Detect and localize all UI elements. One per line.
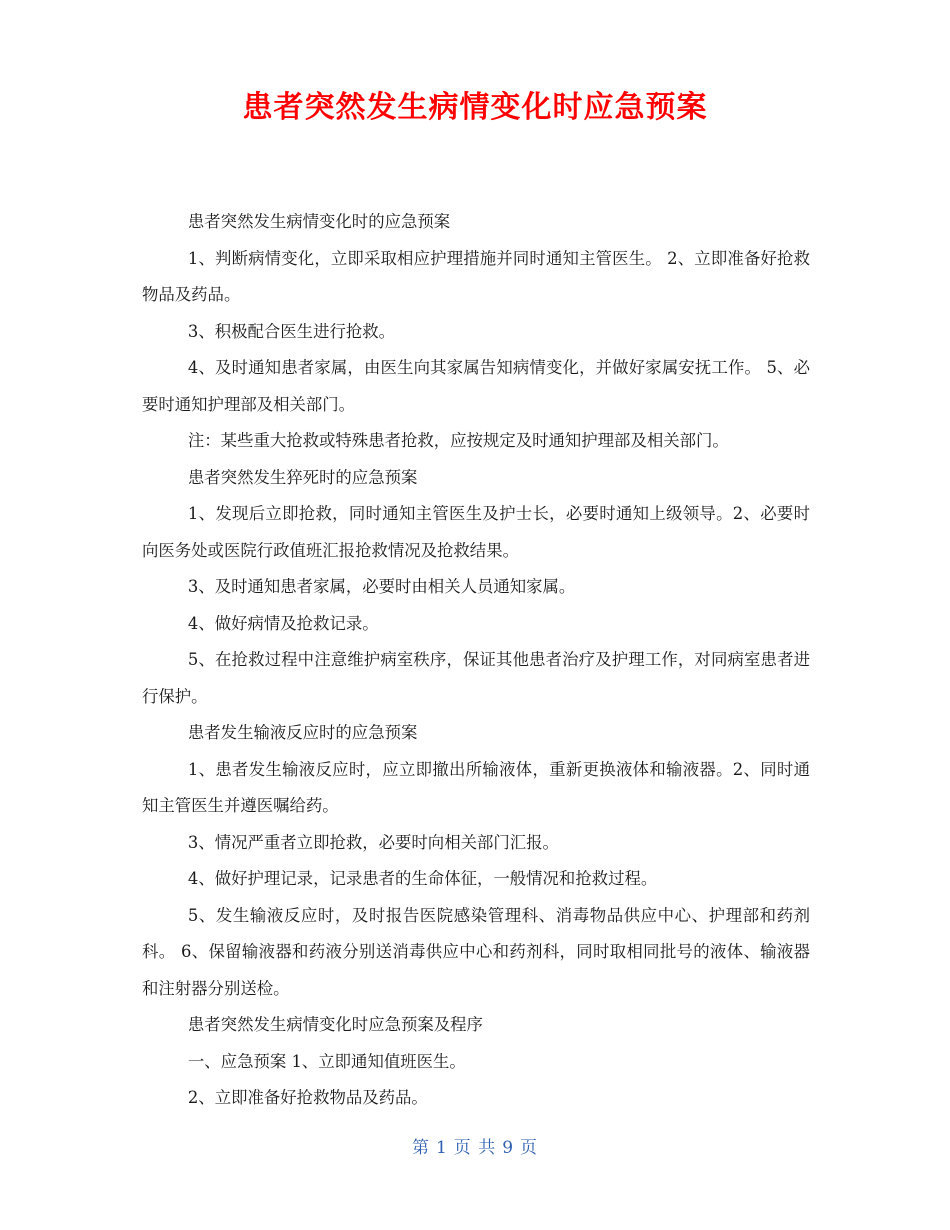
footer-current-page: 1: [435, 1138, 448, 1158]
footer-total-pages: 9: [502, 1138, 515, 1158]
paragraph: 3、情况严重者立即抢救，必要时向相关部门汇报。: [187, 832, 559, 852]
paragraph: 1、发现后立即抢救，同时通知主管医生及护士长，必要时通知上级领导。2、必要时向医务处或医院行政值班汇报抢救情况及抢救结果。: [142, 504, 810, 560]
paragraph: 3、积极配合医生进行抢救。: [187, 321, 396, 341]
paragraph: 患者突然发生猝死时的应急预案: [187, 467, 418, 487]
document-body: [142, 204, 810, 1117]
paragraph: 2、立即准备好抢救物品及药品。: [187, 1088, 428, 1107]
page-number-footer: [0, 1133, 950, 1158]
footer-label-of: 页 共: [453, 1138, 497, 1158]
footer-label-end: 页: [520, 1138, 539, 1158]
document-title: 患者突然发生病情变化时应急预案: [242, 90, 708, 125]
paragraph: 一、应急预案 1、立即通知值班医生。: [187, 1051, 466, 1071]
paragraph: 5、发生输液反应时，及时报告医院感染管理科、消毒物品供应中心、护理部和药剂科。 6、保留输液器和药液分别送消毒供应中心和药剂科，同时取相同批号的液体、输液器和注射器分别送检。: [142, 905, 810, 998]
paragraph: 1、患者发生输液反应时，应立即撤出所输液体，重新更换液体和输液器。2、同时通知主管医生并遵医嘱给药。: [142, 759, 810, 815]
paragraph: 5、在抢救过程中注意维护病室秩序，保证其他患者治疗及护理工作，对同病室患者进行保护。: [142, 650, 810, 706]
paragraph: 4、做好病情及抢救记录。: [187, 613, 379, 633]
paragraph: 患者突然发生病情变化时应急预案及程序: [187, 1015, 483, 1034]
paragraph: 患者发生输液反应时的应急预案: [187, 723, 418, 742]
paragraph: 3、及时通知患者家属，必要时由相关人员通知家属。: [187, 577, 576, 596]
paragraph: 4、做好护理记录，记录患者的生命体征，一般情况和抢救过程。: [187, 869, 658, 888]
paragraph: 注：某些重大抢救或特殊患者抢救，应按规定及时通知护理部及相关部门。: [187, 431, 729, 450]
footer-label-page: 第: [411, 1138, 430, 1158]
paragraph: 1、判断病情变化，立即采取相应护理措施并同时通知主管医生。 2、立即准备好抢救物品及药品。: [142, 248, 810, 304]
paragraph: 患者突然发生病情变化时的应急预案: [187, 212, 451, 231]
paragraph: 4、及时通知患者家属，由医生向其家属告知病情变化，并做好家属安抚工作。 5、必要时通知护理部及相关部门。: [142, 358, 810, 414]
